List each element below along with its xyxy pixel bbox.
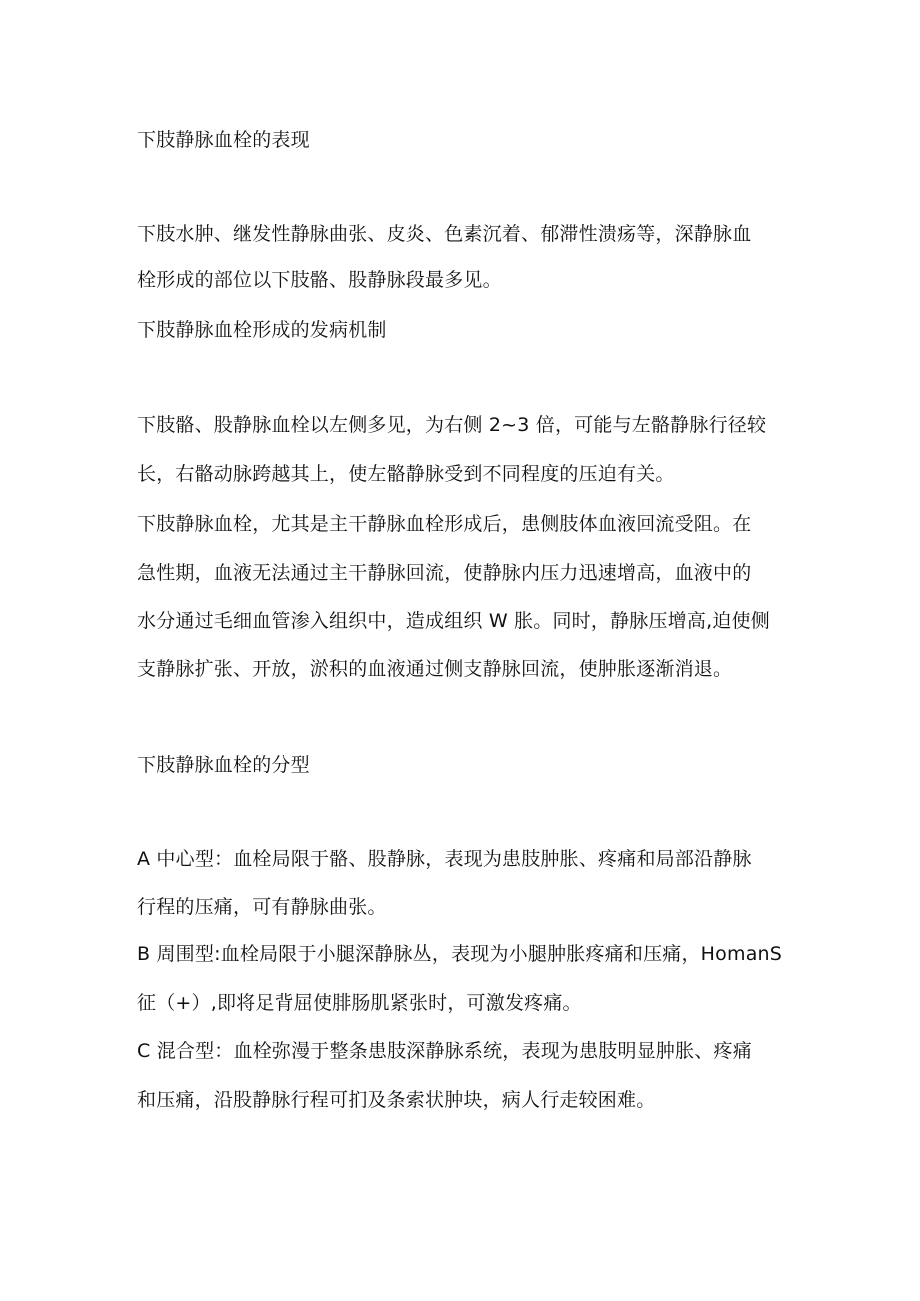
heading-types: 下肢静脉血栓的分型 [137, 754, 310, 776]
symptoms-text-line-2: 栓形成的部位以下肢骼、股静脉段最多见。 [137, 269, 502, 291]
type-b-line-2: 征（+）,即将足背屈使腓肠肌紧张时，可激发疼痛。 [137, 992, 582, 1014]
symptoms-text-line-1: 下肢水肿、继发性静脉曲张、皮炎、色素沉着、郁滞性溃疡等，深静脉血 [137, 223, 752, 245]
type-a-line-2: 行程的压痛，可有静脉曲张。 [137, 896, 387, 918]
mechanism-p2-line-3: 水分通过毛细血管渗入组织中，造成组织 W 胀。同时，静脉压增高,迫使侧 [137, 610, 770, 632]
mechanism-p2-line-4: 支静脉扩张、开放，淤积的血液通过侧支静脉回流，使肿胀逐渐消退。 [137, 658, 733, 680]
heading-symptoms: 下肢静脉血栓的表现 [137, 129, 310, 151]
mechanism-p1-line-1: 下肢骼、股静脉血栓以左侧多见，为右侧 2~3 倍，可能与左骼静脉行径较 [137, 414, 767, 436]
type-c-line-1: C 混合型：血栓弥漫于整条患肢深静脉系统，表现为患肢明显肿胀、疼痛 [137, 1040, 752, 1062]
mechanism-p1-line-2: 长，右骼动脉跨越其上，使左骼静脉受到不同程度的压迫有关。 [137, 463, 675, 485]
mechanism-p2-line-2: 急性期，血液无法通过主干静脉回流，使静脉内压力迅速增高，血液中的 [137, 562, 752, 584]
heading-mechanism: 下肢静脉血栓形成的发病机制 [137, 319, 387, 341]
mechanism-p2-line-1: 下肢静脉血栓，尤其是主干静脉血栓形成后，患侧肢体血液回流受阻。在 [137, 513, 752, 535]
type-a-line-1: A 中心型：血栓局限于骼、股静脉，表现为患肢肿胀、疼痛和局部沿静脉 [137, 848, 752, 870]
type-b-line-1: B 周围型:血栓局限于小腿深静脉丛，表现为小腿肿胀疼痛和压痛，HomanS [137, 943, 783, 965]
type-c-line-2: 和压痛，沿股静脉行程可扪及条索状肿块，病人行走较困难。 [137, 1089, 656, 1111]
